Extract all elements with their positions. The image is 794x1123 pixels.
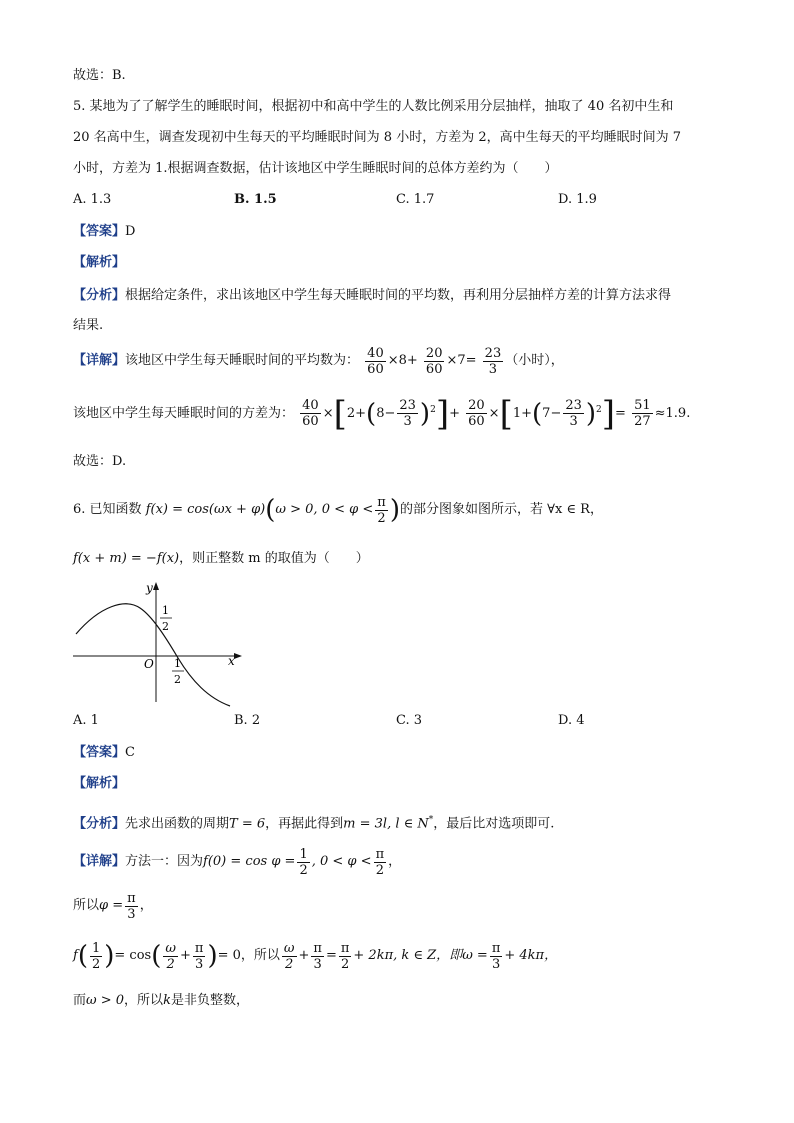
fraction: [632, 398, 653, 429]
denominator: 60: [367, 361, 384, 377]
math-text: + 2kπ, k ∈ Z，即: [353, 948, 463, 963]
denominator: 3: [313, 956, 322, 972]
math-text: 7−: [542, 405, 562, 421]
denominator: 3: [127, 906, 136, 922]
math-text: 1+: [512, 405, 533, 421]
q6-fenxi-text: 先求出函数的周期: [125, 816, 230, 832]
y-axis-label: y: [146, 581, 153, 595]
math-text: = cos: [114, 948, 152, 963]
numerator: ω: [283, 940, 295, 956]
q6-stem-line1: [73, 490, 603, 531]
f-symbol: f: [73, 948, 78, 963]
numerator: 23: [399, 398, 416, 414]
paren: ): [585, 398, 597, 429]
q5-fenxi-line1: [73, 286, 671, 306]
k-symbol: k: [163, 993, 171, 1008]
condition: , 0 < φ <: [311, 854, 372, 869]
x-tick-numerator: 1: [174, 657, 181, 670]
fraction: [300, 398, 321, 429]
fenxi-tag: 【分析】: [73, 816, 126, 832]
q5-conclusion: 故选：D.: [73, 454, 127, 469]
math-text: ×8+: [387, 353, 418, 368]
numerator: π: [194, 940, 204, 956]
answer-tag: 【答案】: [73, 224, 126, 239]
punctuation: ，: [139, 898, 153, 913]
q5-answer: D: [125, 224, 136, 239]
paren: ): [389, 495, 400, 525]
q6-stem-text: ，则正整数 m 的取值为（ ）: [179, 551, 369, 566]
q5-option-a: A. 1.3: [73, 192, 112, 207]
denominator: 60: [468, 414, 485, 430]
origin-label: O: [144, 657, 154, 671]
punctuation: ，: [388, 854, 402, 869]
prev-conclusion: 故选：B.: [73, 68, 126, 83]
fraction: [397, 398, 418, 429]
fraction: [339, 941, 352, 972]
q6-detail-text: ，所以: [124, 993, 164, 1008]
equation: f(x + m) = −f(x): [73, 551, 180, 566]
x-axis-label: x: [228, 654, 235, 668]
fraction: [375, 495, 388, 526]
paren: (: [366, 398, 377, 429]
q6-option-a: A. 1: [73, 713, 99, 728]
paren: ): [419, 398, 431, 429]
q6-detail-text: 所以: [73, 898, 100, 913]
denominator: 60: [425, 361, 443, 377]
q6-detail-last: [73, 991, 249, 1011]
denominator: 2: [91, 956, 101, 972]
q5-fenxi-text: 根据给定条件，求出该地区中学生每天睡眠时间的平均数，再利用分层抽样方差的计算方法求得: [125, 288, 672, 303]
numerator: 23: [565, 398, 582, 414]
q6-detail-text: 是非负整数，: [170, 993, 249, 1008]
q6-detail-text: 方法一：因为: [125, 854, 204, 869]
q6-detail-phi: [73, 888, 153, 925]
q6-option-b: B. 2: [234, 713, 261, 728]
y-tick-numerator: 1: [162, 604, 169, 617]
q6-stem-text: 6. 已知函数: [73, 502, 142, 517]
numerator: 1: [299, 846, 308, 862]
math-text: ×: [322, 405, 334, 421]
paren: ): [207, 941, 218, 971]
fraction: [193, 941, 206, 972]
q5-mean-text: 该地区中学生每天睡眠时间的平均数为：: [125, 353, 360, 368]
fraction: [90, 941, 102, 972]
denominator: 3: [195, 956, 204, 972]
denominator: 3: [491, 956, 501, 972]
q6-detail-line1: [73, 843, 401, 882]
bracket: [: [333, 393, 347, 434]
bracket: [: [499, 393, 513, 434]
q6-fenxi: [73, 810, 554, 834]
q5-analysis-tag: [73, 253, 125, 273]
denominator: 2: [166, 956, 175, 972]
unit-text: （小时），: [505, 353, 564, 368]
q5-option-c: C. 1.7: [396, 192, 435, 207]
condition: ω > 0, 0 < φ <: [275, 502, 374, 517]
q6-option-d: D. 4: [558, 713, 585, 728]
math-text: + 4kπ，: [504, 948, 558, 963]
fraction: [297, 847, 309, 878]
period-expr: T = 6: [229, 816, 266, 832]
fraction: [563, 398, 584, 429]
fraction: [490, 941, 503, 972]
q6-fenxi-text: ，再据此得到: [265, 816, 344, 832]
q5-answer-line: [73, 222, 135, 242]
fraction: [374, 847, 387, 878]
denominator: 27: [634, 414, 651, 430]
denominator: 2: [299, 862, 308, 878]
exponent: 2: [596, 405, 602, 415]
numerator: 40: [302, 398, 319, 414]
fraction: [311, 941, 324, 972]
denominator: 2: [340, 956, 350, 972]
analysis-tag: 【解析】: [73, 255, 126, 270]
exponent: 2: [430, 405, 436, 415]
omega-expr: ω =: [462, 948, 488, 963]
denominator: 3: [403, 414, 412, 430]
star-superscript: *: [428, 815, 434, 825]
q6-option-c: C. 3: [396, 713, 423, 728]
cosine-curve: [76, 604, 230, 706]
denominator: 3: [488, 361, 498, 377]
m-expr: m = 3l, l ∈ N: [343, 816, 429, 832]
math-text: 2+: [346, 405, 367, 421]
condition: ω > 0: [86, 993, 125, 1008]
function-def: f(x) = cos(ωx + φ): [145, 502, 266, 517]
q6-fenxi-text: ，最后比对选项即可.: [433, 816, 555, 832]
math-text: ≈1.9.: [654, 405, 691, 421]
fraction: [483, 346, 504, 377]
y-axis-arrow: [153, 582, 159, 590]
detail-tag: 【详解】: [73, 353, 126, 368]
x-axis-arrow: [234, 653, 242, 659]
math-text: = 0，所以: [217, 948, 280, 963]
q5-var-text: 该地区中学生每天睡眠时间的方差为：: [73, 405, 295, 421]
math-text: +: [298, 948, 310, 963]
numerator: 51: [634, 398, 651, 414]
phi-expr: φ =: [99, 898, 124, 913]
denominator: 2: [377, 510, 386, 526]
q5-detail-mean: [73, 344, 564, 379]
math-text: 8−: [376, 405, 396, 421]
numerator: π: [313, 940, 322, 956]
q6-detail-text: 而: [73, 993, 87, 1008]
q5-stem-line1: 5. 某地为了了解学生的睡眠时间，根据初中和高中学生的人数比例采用分层抽样，抽取了 40 名初中生和: [73, 99, 674, 114]
paren: (: [151, 941, 162, 971]
q6-analysis-tag: [73, 774, 125, 794]
q6-stem-line2: [73, 549, 369, 569]
q6-answer-line: [73, 743, 135, 763]
numerator: 23: [484, 345, 502, 361]
fraction: [466, 398, 487, 429]
numerator: ω: [165, 940, 176, 956]
x-tick-denominator: 2: [174, 673, 181, 686]
denominator: 3: [569, 414, 578, 430]
denominator: 60: [302, 414, 319, 430]
q6-detail-omega: [73, 936, 557, 977]
numerator: π: [127, 890, 136, 906]
detail-tag: 【详解】: [73, 854, 126, 869]
fenxi-tag: 【分析】: [73, 288, 126, 303]
fraction: [163, 941, 178, 972]
q5-detail-variance: [73, 388, 690, 436]
paren: (: [265, 495, 276, 525]
q6-answer: C: [125, 745, 135, 760]
f0-expr: f(0) = cos φ =: [203, 854, 296, 869]
denominator: 2: [285, 956, 294, 972]
math-text: +: [179, 948, 191, 963]
numerator: 1: [91, 940, 101, 956]
q5-stem-line3: 小时，方差为 1.根据调查数据，估计该地区中学生睡眠时间的总体方差约为（ ）: [73, 161, 558, 176]
fraction: [365, 346, 386, 377]
q5-option-d: D. 1.9: [558, 192, 597, 207]
bracket: ]: [435, 393, 450, 434]
fraction: [282, 941, 297, 972]
math-text: ×: [488, 405, 500, 421]
answer-tag: 【答案】: [73, 745, 126, 760]
analysis-tag: 【解析】: [73, 776, 126, 791]
bracket: ]: [601, 393, 616, 434]
math-text: =: [615, 405, 626, 421]
denominator: 2: [375, 862, 384, 878]
paren: ): [104, 941, 115, 971]
function-graph: [70, 576, 250, 708]
numerator: 20: [468, 398, 485, 414]
q5-fenxi-line2: 结果.: [73, 318, 104, 333]
numerator: 20: [425, 345, 443, 361]
paren: (: [532, 398, 543, 429]
numerator: π: [340, 940, 350, 956]
q6-stem-text: 的部分图象如图所示，若 ∀x ∈ R，: [399, 502, 603, 517]
numerator: 40: [367, 345, 384, 361]
numerator: π: [377, 494, 386, 510]
math-text: ×7=: [446, 353, 477, 368]
numerator: π: [491, 940, 501, 956]
q5-stem-line2: 20 名高中生，调查发现初中生每天的平均睡眠时间为 8 小时，方差为 2，高中生每天的平均睡眠时间为 7: [73, 130, 682, 145]
math-text: =: [325, 948, 337, 963]
fraction: [125, 891, 138, 922]
numerator: π: [375, 846, 385, 862]
math-text: +: [449, 405, 460, 421]
q5-option-b: B. 1.5: [234, 192, 277, 207]
paren: (: [77, 941, 88, 971]
y-tick-denominator: 2: [162, 620, 169, 633]
fraction: [424, 346, 445, 377]
